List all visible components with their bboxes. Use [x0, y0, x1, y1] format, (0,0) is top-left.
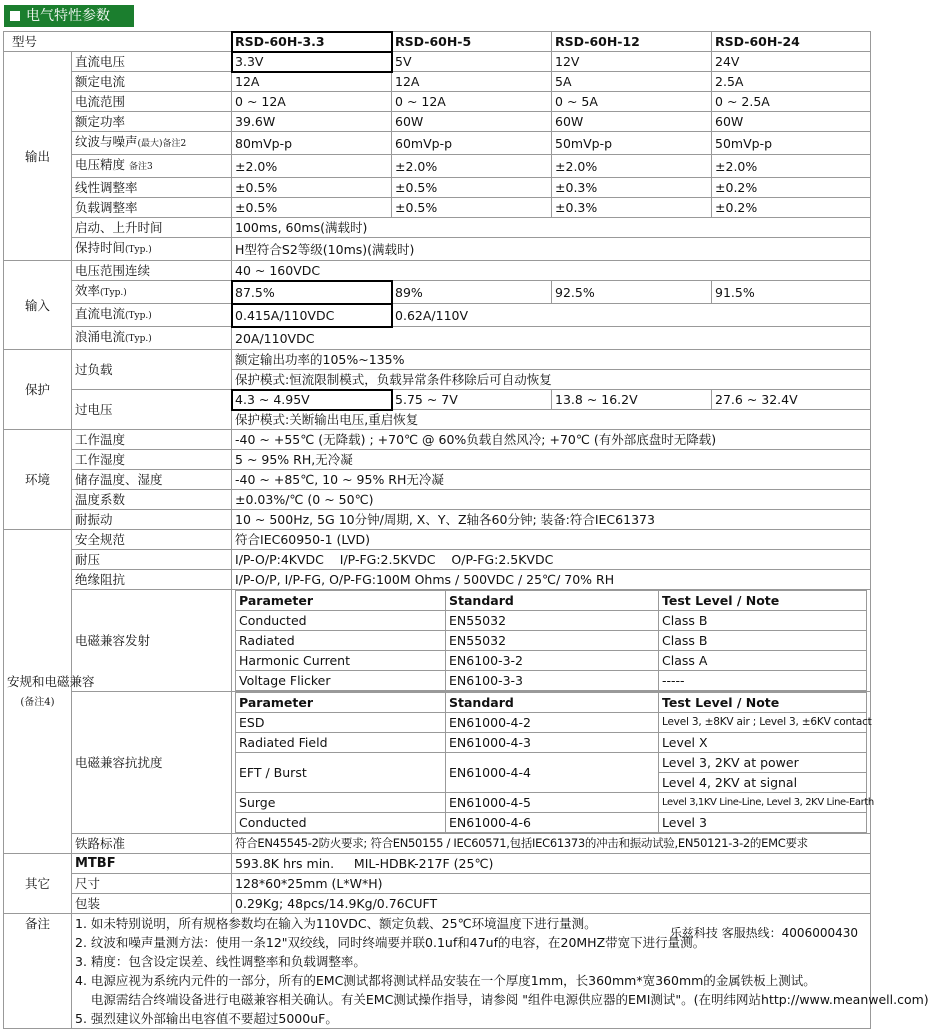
row-label: MTBF: [72, 854, 232, 874]
cell: Level 3, 2KV at power: [659, 753, 867, 773]
row-label: 工作温度: [72, 430, 232, 450]
group-protection: 保护: [4, 350, 72, 430]
hotline: 乐兹科技 客服热线：4006000430: [669, 926, 859, 940]
cell: EN6100-3-3: [446, 671, 659, 691]
model-name: RSD-60H-12: [552, 32, 712, 52]
spec-table: [3, 31, 929, 1029]
value-cell: 0 ~ 2.5A: [712, 92, 871, 112]
emission-row: [236, 671, 867, 691]
value-cell: ±0.5%: [392, 198, 552, 218]
value-cell: 60mVp-p: [392, 132, 552, 155]
output-row: [4, 155, 871, 178]
value-cell: 89%: [392, 281, 552, 304]
value-cell: 12A: [392, 72, 552, 92]
header-cell: Standard: [446, 693, 659, 713]
cell: ESD: [236, 713, 446, 733]
row-label: 电磁兼容发射: [72, 590, 232, 692]
header-cell: Parameter: [236, 693, 446, 713]
row-label: 包装: [72, 894, 232, 914]
input-row: [4, 261, 871, 281]
immunity-header: [236, 693, 867, 713]
value-cell: 27.6 ~ 32.4V: [712, 390, 871, 410]
cell: Level 4, 2KV at signal: [659, 773, 867, 793]
value-cell: 2.5A: [712, 72, 871, 92]
environment-row: [4, 490, 871, 510]
row-label: 安全规范: [72, 530, 232, 550]
value-cell: ±0.5%: [232, 198, 392, 218]
row-label: 绝缘阻抗: [72, 570, 232, 590]
value-cell: 5.75 ~ 7V: [392, 390, 552, 410]
row-label: 电磁兼容抗扰度: [72, 692, 232, 834]
value-cell: 40 ~ 160VDC: [232, 261, 871, 281]
others-row: [4, 894, 871, 914]
output-row: [4, 112, 871, 132]
value-cell: 0.62A/110V: [392, 304, 871, 327]
row-label: [72, 155, 232, 178]
value-cell: ±0.5%: [392, 178, 552, 198]
value-cell: 39.6W: [232, 112, 392, 132]
row-label: [72, 238, 232, 261]
cell: EN55032: [446, 631, 659, 651]
input-row: [4, 304, 871, 327]
output-row: [4, 52, 871, 72]
value-cell: 5 ~ 95% RH,无冷凝: [232, 450, 871, 470]
cell: Level 3,1KV Line-Line, Level 3, 2KV Line-Earth: [659, 793, 867, 813]
output-row: [4, 198, 871, 218]
row-label-note: (Typ.): [100, 288, 127, 298]
note-line: 4. 电源应视为系统内元件的一部分，所有的EMC测试都将测试样品安装在一个厚度1mm，长360mm*宽360mm的金属铁板上测试。: [75, 973, 816, 988]
value-cell: -40 ~ +55℃ (无降载) ; +70℃ @ 60%负载自然风冷; +70℃ (有外部底盘时无降载): [232, 430, 871, 450]
note-line: 5. 强烈建议外部输出电容值不要超过5000uF。: [75, 1011, 338, 1026]
cell: Harmonic Current: [236, 651, 446, 671]
value-cell: 87.5%: [232, 281, 392, 304]
input-row: [4, 281, 871, 304]
others-row: [4, 874, 871, 894]
output-row: [4, 218, 871, 238]
value-cell: 0 ~ 5A: [552, 92, 712, 112]
row-label-text: 电压精度: [75, 157, 126, 172]
value-cell: ±0.2%: [712, 198, 871, 218]
row-label: 耐压: [72, 550, 232, 570]
row-label: [72, 132, 232, 155]
cell: Radiated Field: [236, 733, 446, 753]
group-safety-note: (备注4): [20, 696, 55, 708]
value-cell: 100ms, 60ms(满载时): [232, 218, 871, 238]
model-name: RSD-60H-24: [712, 32, 871, 52]
row-label-note: (Typ.): [125, 245, 152, 255]
cell: Class B: [659, 611, 867, 631]
value-cell: ±2.0%: [712, 155, 871, 178]
group-input: 输入: [4, 261, 72, 350]
cell: Level 3, ±8KV air ; Level 3, ±6KV contact: [659, 713, 867, 733]
cell: Level X: [659, 733, 867, 753]
value-cell: ±0.03%/℃ (0 ~ 50℃): [232, 490, 871, 510]
header-cell: Parameter: [236, 591, 446, 611]
immunity-row: [236, 813, 867, 833]
note-line: 3. 精度：包含设定误差、线性调整率和负载调整率。: [75, 954, 366, 969]
value-cell: H型符合S2等级(10ms)(满载时): [232, 238, 871, 261]
value-cell: 5A: [552, 72, 712, 92]
group-environment: 环境: [4, 430, 72, 530]
group-others: 其它: [4, 854, 72, 914]
group-output: 输出: [4, 52, 72, 261]
value-cell: 3.3V: [232, 52, 392, 72]
value-cell: 20A/110VDC: [232, 327, 871, 350]
value-cell: 0 ~ 12A: [232, 92, 392, 112]
value-cell: 0 ~ 12A: [392, 92, 552, 112]
row-label: 线性调整率: [72, 178, 232, 198]
cell: EN61000-4-6: [446, 813, 659, 833]
row-label: 电流范围: [72, 92, 232, 112]
row-label: 储存温度、湿度: [72, 470, 232, 490]
value-cell: ±0.3%: [552, 178, 712, 198]
immunity-table: [235, 692, 874, 833]
safety-row: [4, 834, 871, 854]
value-cell: 0.415A/110VDC: [232, 304, 392, 327]
value-cell: ±0.2%: [712, 178, 871, 198]
output-row: [4, 238, 871, 261]
immunity-row: [236, 713, 867, 733]
row-label: 铁路标准: [72, 834, 232, 854]
safety-row: [4, 550, 871, 570]
value-cell: 12A: [232, 72, 392, 92]
row-label-note: 备注3: [129, 162, 153, 172]
value-cell: 符合EN45545-2防火要求; 符合EN50155 / IEC60571,包括IEC61373的冲击和振动试验,EN50121-3-2的EMC要求: [232, 834, 871, 854]
environment-row: [4, 470, 871, 490]
row-label: 直流电压: [72, 52, 232, 72]
notes-cell: [72, 914, 929, 1029]
emission-row: [236, 631, 867, 651]
value-cell: ±2.0%: [552, 155, 712, 178]
value-cell: 60W: [712, 112, 871, 132]
environment-row: [4, 510, 871, 530]
row-label-text: 浪涌电流: [75, 329, 126, 344]
emission-header: [236, 591, 867, 611]
value-cell: 符合IEC60950-1 (LVD): [232, 530, 871, 550]
value-cell: 5V: [392, 52, 552, 72]
row-label: 电压范围连续: [72, 261, 232, 281]
output-row: [4, 178, 871, 198]
value-cell: ±2.0%: [232, 155, 392, 178]
model-row: [4, 32, 871, 52]
value-cell: 92.5%: [552, 281, 712, 304]
cell: EFT / Burst: [236, 753, 446, 793]
environment-row: [4, 430, 871, 450]
row-label: 温度系数: [72, 490, 232, 510]
notes-row: [4, 914, 871, 1029]
row-label: [72, 327, 232, 350]
section-header: [4, 5, 134, 27]
environment-row: [4, 450, 871, 470]
protection-row: [4, 390, 871, 410]
input-row: [4, 327, 871, 350]
value-cell: ±0.5%: [232, 178, 392, 198]
value-cell: I/P-O/P, I/P-FG, O/P-FG:100M Ohms / 500VDC / 25℃/ 70% RH: [232, 570, 871, 590]
value-cell: 593.8K hrs min. MIL-HDBK-217F (25℃): [232, 854, 871, 874]
row-label: 负载调整率: [72, 198, 232, 218]
row-label-note: (Typ.): [125, 334, 152, 344]
model-label: 型号: [4, 32, 232, 52]
cell: Radiated: [236, 631, 446, 651]
value-cell: ±2.0%: [392, 155, 552, 178]
header-cell: Test Level / Note: [659, 693, 867, 713]
value-cell: 保护模式:恒流限制模式，负载异常条件移除后可自动恢复: [232, 370, 871, 390]
cell: EN61000-4-3: [446, 733, 659, 753]
row-label: [72, 304, 232, 327]
immunity-row: [236, 733, 867, 753]
square-icon: [10, 11, 20, 21]
group-notes: 备注: [4, 914, 72, 1029]
row-label: 启动、上升时间: [72, 218, 232, 238]
value-cell: 4.3 ~ 4.95V: [232, 390, 392, 410]
row-label: 过电压: [72, 390, 232, 430]
row-label: 过负载: [72, 350, 232, 390]
model-name: RSD-60H-5: [392, 32, 552, 52]
output-row: [4, 92, 871, 112]
header-cell: Test Level / Note: [659, 591, 867, 611]
cell: Level 3: [659, 813, 867, 833]
value-cell: 50mVp-p: [552, 132, 712, 155]
note-line: 电源需结合终端设备进行电磁兼容相关确认。有关EMC测试操作指导，请参阅 "组件电源供应器的EMI测试"。(在明纬网站http://www.meanwell.com): [75, 992, 929, 1007]
immunity-row: [236, 793, 867, 813]
model-name: RSD-60H-3.3: [232, 32, 392, 52]
emission-cell: [232, 590, 871, 692]
row-label-note: (最大)备注2: [137, 139, 187, 149]
safety-row: [4, 570, 871, 590]
emission-table: [235, 590, 867, 691]
safety-row: [4, 590, 871, 692]
cell: -----: [659, 671, 867, 691]
value-cell: 13.8 ~ 16.2V: [552, 390, 712, 410]
value-cell: 保护模式:关断输出电压,重启恢复: [232, 410, 871, 430]
cell: Conducted: [236, 813, 446, 833]
cell: Surge: [236, 793, 446, 813]
note-line: 2. 纹波和噪声量测方法：使用一条12"双绞线，同时终端要并联0.1uf和47uf的电容，在20MHZ带宽下进行量测。: [75, 935, 706, 950]
row-label-text: 效率: [75, 283, 101, 298]
value-cell: 0.29Kg; 48pcs/14.9Kg/0.76CUFT: [232, 894, 871, 914]
protection-row: [4, 350, 871, 370]
group-safety-title: 安规和电磁兼容: [7, 673, 95, 689]
header-cell: Standard: [446, 591, 659, 611]
value-cell: 12V: [552, 52, 712, 72]
row-label-text: 保持时间: [75, 240, 126, 255]
row-label: 工作湿度: [72, 450, 232, 470]
value-cell: 24V: [712, 52, 871, 72]
cell: EN6100-3-2: [446, 651, 659, 671]
cell: EN61000-4-4: [446, 753, 659, 793]
row-label: 耐振动: [72, 510, 232, 530]
output-row: [4, 132, 871, 155]
row-label-text: 直流电流: [75, 306, 126, 321]
cell: Voltage Flicker: [236, 671, 446, 691]
cell: Class A: [659, 651, 867, 671]
row-label: 尺寸: [72, 874, 232, 894]
value-cell: 80mVp-p: [232, 132, 392, 155]
row-label-text: 纹波与噪声: [75, 134, 138, 149]
safety-row: [4, 692, 871, 834]
value-cell: 128*60*25mm (L*W*H): [232, 874, 871, 894]
immunity-cell: [232, 692, 874, 834]
others-row: [4, 854, 871, 874]
value-cell: 50mVp-p: [712, 132, 871, 155]
value-cell: I/P-O/P:4KVDC I/P-FG:2.5KVDC O/P-FG:2.5KVDC: [232, 550, 871, 570]
value-cell: -40 ~ +85℃, 10 ~ 95% RH无冷凝: [232, 470, 871, 490]
safety-row: [4, 530, 871, 550]
cell: Conducted: [236, 611, 446, 631]
note-line: 1. 如未特别说明，所有规格参数均在输入为110VDC、额定负载、25℃环境温度下进行量测。: [75, 916, 597, 931]
row-label: [72, 281, 232, 304]
cell: EN61000-4-5: [446, 793, 659, 813]
row-label-note: (Typ.): [125, 311, 152, 321]
cell: EN55032: [446, 611, 659, 631]
row-label: 额定电流: [72, 72, 232, 92]
value-cell: 60W: [392, 112, 552, 132]
value-cell: 10 ~ 500Hz, 5G 10分钟/周期, X、Y、Z轴各60分钟; 装备:符合IEC61373: [232, 510, 871, 530]
value-cell: 91.5%: [712, 281, 871, 304]
output-row: [4, 72, 871, 92]
row-label: 额定功率: [72, 112, 232, 132]
value-cell: 60W: [552, 112, 712, 132]
emission-row: [236, 611, 867, 631]
section-title: 电气特性参数: [26, 8, 110, 24]
immunity-row: [236, 753, 867, 773]
cell: EN61000-4-2: [446, 713, 659, 733]
cell: Class B: [659, 631, 867, 651]
emission-row: [236, 651, 867, 671]
value-cell: 额定输出功率的105%~135%: [232, 350, 871, 370]
value-cell: ±0.3%: [552, 198, 712, 218]
